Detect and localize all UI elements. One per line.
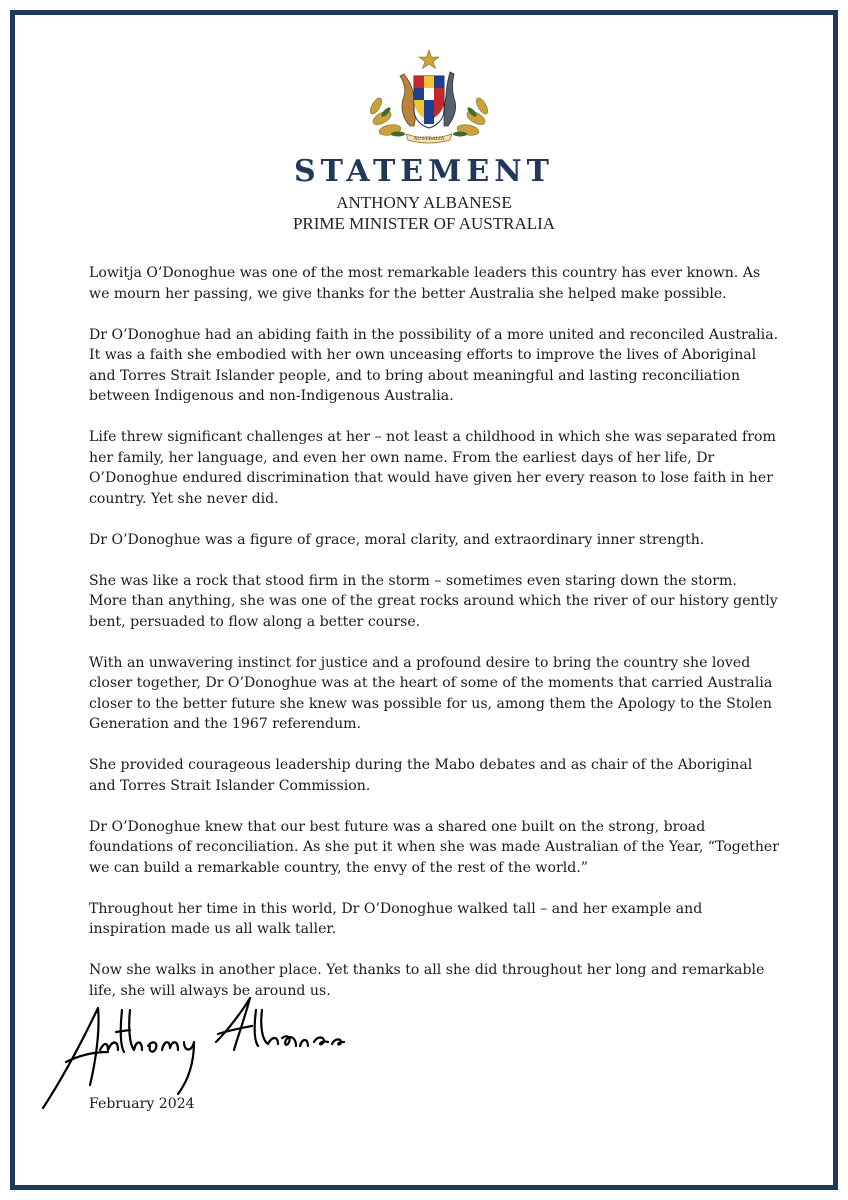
author-name: ANTHONY ALBANESE — [336, 193, 512, 212]
coat-of-arms-icon — [364, 48, 494, 146]
paragraph: Dr O’Donoghue had an abiding faith in the possibility of a more united and reconciled Australia. It was a faith she embodied with her own unceasing efforts to improve the lives of Aboriginal and Torres Strait Islander people, and to bring about meaningful and lasting reconciliation between Indigenous and non-Indigenous Australia. — [89, 326, 779, 404]
statement-body — [89, 263, 779, 1022]
statement-date: February 2024 — [89, 1096, 195, 1112]
paragraph: Dr O’Donoghue was a figure of grace, moral clarity, and extraordinary inner strength. — [89, 531, 705, 548]
paragraph: Now she walks in another place. Yet thanks to all she did throughout her long and remarkable life, she will always be around us. — [89, 962, 765, 999]
paragraph: Life threw significant challenges at her – not least a childhood in which she was separated from her family, her language, and even her own name. From the earliest days of her life, Dr O’Donoghue endured discrimination that would have given her every reason to lose faith in her country. Yet she never did. — [89, 429, 776, 507]
paragraph: Dr O’Donoghue knew that our best future was a shared one built on the strong, broad foundations of reconciliation. As she put it when she was made Australian of the Year, “Together we can build a remarkable country, the envy of the rest of the world.” — [89, 818, 779, 876]
paragraph: Throughout her time in this world, Dr O’Donoghue walked tall – and her example and inspiration made us all walk taller. — [89, 900, 703, 937]
author-role: PRIME MINISTER OF AUSTRALIA — [292, 214, 556, 233]
paragraph: She provided courageous leadership during the Mabo debates and as chair of the Aboriginal and Torres Strait Islander Commission. — [89, 757, 753, 794]
paragraph: Lowitja O’Donoghue was one of the most remarkable leaders this country has ever known. As we mourn her passing, we give thanks for the better Australia she helped make possible. — [89, 265, 761, 302]
paragraph: With an unwavering instinct for justice and a profound desire to bring the country she loved closer together, Dr O’Donoghue was at the heart of some of the moments that carried Australia closer to the better future she knew was possible for us, among them the Apology to the Stolen Generation and the 1967 referendum. — [89, 654, 773, 732]
statement-heading — [0, 152, 848, 234]
paragraph: She was like a rock that stood firm in the storm – sometimes even staring down the storm. More than anything, she was one of the great rocks around which the river of our history gently bent, persuaded to flow along a better course. — [89, 572, 778, 630]
page-title: STATEMENT — [294, 154, 554, 189]
crest-motto: AUSTRALIA — [413, 136, 445, 142]
